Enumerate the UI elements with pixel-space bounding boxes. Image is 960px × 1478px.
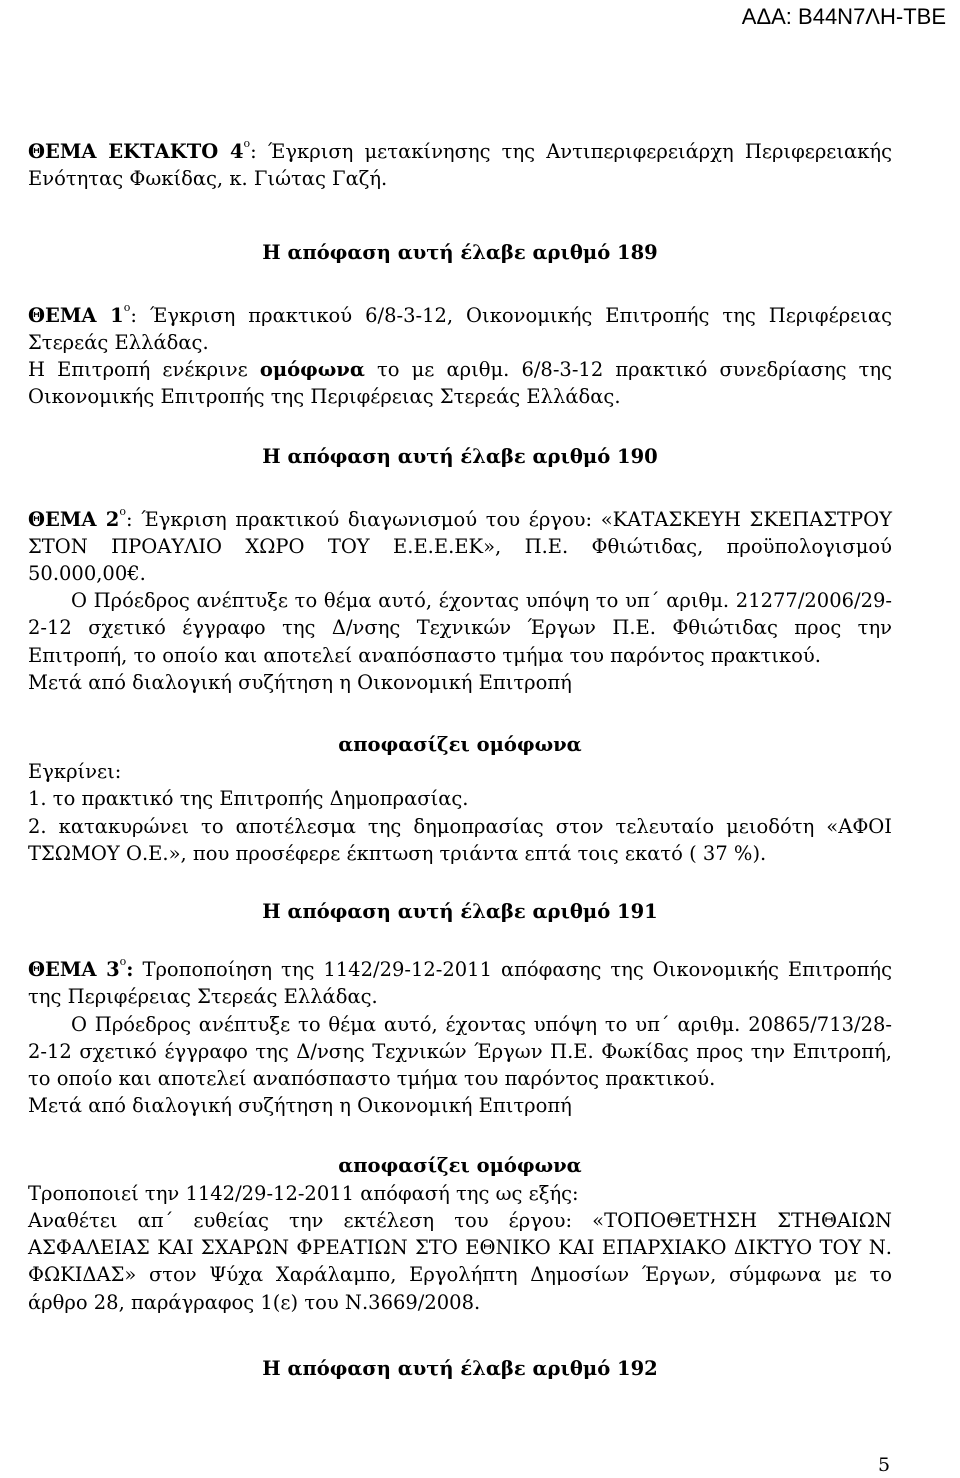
decision-192: Η απόφαση αυτή έλαβε αριθμό 192 — [262, 1356, 658, 1380]
topic-text: : Έγκριση μετακίνησης της Αντιπεριφερειάρχη Περιφερειακής Ενότητας Φωκίδας, κ. Γιώτας Γαζή. — [28, 140, 893, 191]
decision-189: Η απόφαση αυτή έλαβε αριθμό 189 — [262, 241, 658, 265]
topic-1 — [28, 302, 892, 356]
topic-2-decides: αποφασίζει ομόφωνα — [338, 733, 582, 757]
topic-2-discussion: Μετά από διαλογική συζήτηση η Οικονομική Επιτροπή — [28, 670, 572, 694]
topic-colon: : — [126, 958, 134, 982]
topic-2-approves: Εγκρίνει: — [28, 760, 122, 784]
topic-3-amends: Τροποποιεί την 1142/29-12-2011 απόφασή της ως εξής: — [28, 1181, 579, 1205]
document-body — [28, 0, 892, 1382]
approval-text-rest: το με αριθμ. 6/8-3-12 πρακτικό συνεδρίασης της Οικονομικής Επιτροπής της Περιφέρειας Στερεάς Ελλάδας. — [28, 358, 892, 409]
approval-unanimous: ομόφωνα — [259, 358, 365, 382]
topic-2-president: Ο Πρόεδρος ανέπτυξε το θέμα αυτό, έχοντας υπόψη το υπ΄ αριθμ. 21277/2006/29-2-12 σχετικό έγγραφο της Δ/νσης Τεχνικών Έργων Π.Ε. Φθιώτιδας προς την Επιτροπή, το οποίο και αποτελεί αναπόσπαστο τμήμα του παρόντος πρακτικού. — [28, 589, 892, 667]
page-number: 5 — [878, 1454, 891, 1476]
topic-3-assigns: Αναθέτει απ΄ ευθείας την εκτέλεση του έργου: «ΤΟΠΟΘΕΤΗΣΗ ΣΤΗΘΑΙΩΝ ΑΣΦΑΛΕΙΑΣ ΚΑΙ ΣΧΑΡΩΝ ΦΡΕΑΤΙΩΝ ΣΤΟ ΕΘΝΙΚΟ ΚΑΙ ΕΠΑΡΧΙΑΚΟ ΔΙΚΤΥΟ ΤΟΥ Ν. ΦΩΚΙΔΑΣ» στον Ψύχα Χαράλαμπο, Εργολήπτη Δημοσίων Έργων, σύμφωνα με το άρθρο 28, παράγραφος 1(ε) του Ν.3669/2008. — [28, 1208, 892, 1314]
approval-text: Η Επιτροπή ενέκρινε — [28, 358, 260, 382]
topic-2-item-1: 1. το πρακτικό της Επιτροπής Δημοπρασίας. — [28, 787, 469, 811]
topic-label: ΘΕΜΑ 1 — [28, 303, 124, 327]
topic-text: : Έγκριση πρακτικού 6/8-3-12, Οικονομικής Επιτροπής της Περιφέρειας Στερεάς Ελλάδας. — [28, 303, 892, 354]
topic-sup: ο — [243, 137, 251, 150]
topic-sup: ο — [119, 504, 126, 518]
topic-label: ΘΕΜΑ ΕΚΤΑΚΤΟ 4 — [28, 140, 244, 163]
topic-1-approval — [28, 356, 892, 410]
topic-text: Τροποποίηση της 1142/29-12-2011 απόφασης της Οικονομικής Επιτροπής της Περιφέρειας Στερεάς Ελλάδας. — [28, 958, 892, 1009]
topic-3 — [28, 956, 892, 1010]
ada-code: ΑΔΑ: Β44Ν7ΛΗ-ΤΒΕ — [741, 4, 946, 29]
topic-extra-4 — [28, 138, 892, 192]
topic-2-item-2: 2. κατακυρώνει το αποτέλεσμα της δημοπρασίας στον τελευταίο μειοδότη «ΑΦΟΙ ΤΣΩΜΟΥ Ο.Ε.», που προσέφερε έκπτωση τριάντα επτά τοις εκατό ( 37 %). — [28, 814, 892, 865]
decision-191: Η απόφαση αυτή έλαβε αριθμό 191 — [262, 900, 658, 924]
topic-label: ΘΕΜΑ 3 — [28, 958, 120, 982]
topic-3-decides: αποφασίζει ομόφωνα — [338, 1154, 582, 1178]
decision-190: Η απόφαση αυτή έλαβε αριθμό 190 — [262, 445, 658, 469]
topic-sup: ο — [123, 300, 131, 314]
topic-sup: ο — [119, 955, 127, 969]
topic-text: : Έγκριση πρακτικού διαγωνισμού του έργου: «ΚΑΤΑΣΚΕΥΗ ΣΚΕΠΑΣΤΡΟΥ ΣΤΟΝ ΠΡΟΑΥΛΙΟ ΧΩΡΟ ΤΟΥ Ε.Ε.Ε.ΕΚ», Π.Ε. Φθιώτιδας, προϋπολογισμού 50.000,00€. — [28, 507, 892, 586]
topic-label: ΘΕΜΑ 2 — [28, 507, 120, 531]
topic-3-president: Ο Πρόεδρος ανέπτυξε το θέμα αυτό, έχοντας υπόψη το υπ΄ αριθμ. 20865/713/28-2-12 σχετικό έγγραφο της Δ/νσης Τεχνικών Έργων Π.Ε. Φωκίδας προς την Επιτροπή, το οποίο και αποτελεί αναπόσπαστο τμήμα του παρόντος πρακτικού. — [28, 1012, 892, 1091]
topic-2 — [28, 506, 892, 588]
topic-3-discussion: Μετά από διαλογική συζήτηση η Οικονομική Επιτροπή — [28, 1094, 572, 1118]
